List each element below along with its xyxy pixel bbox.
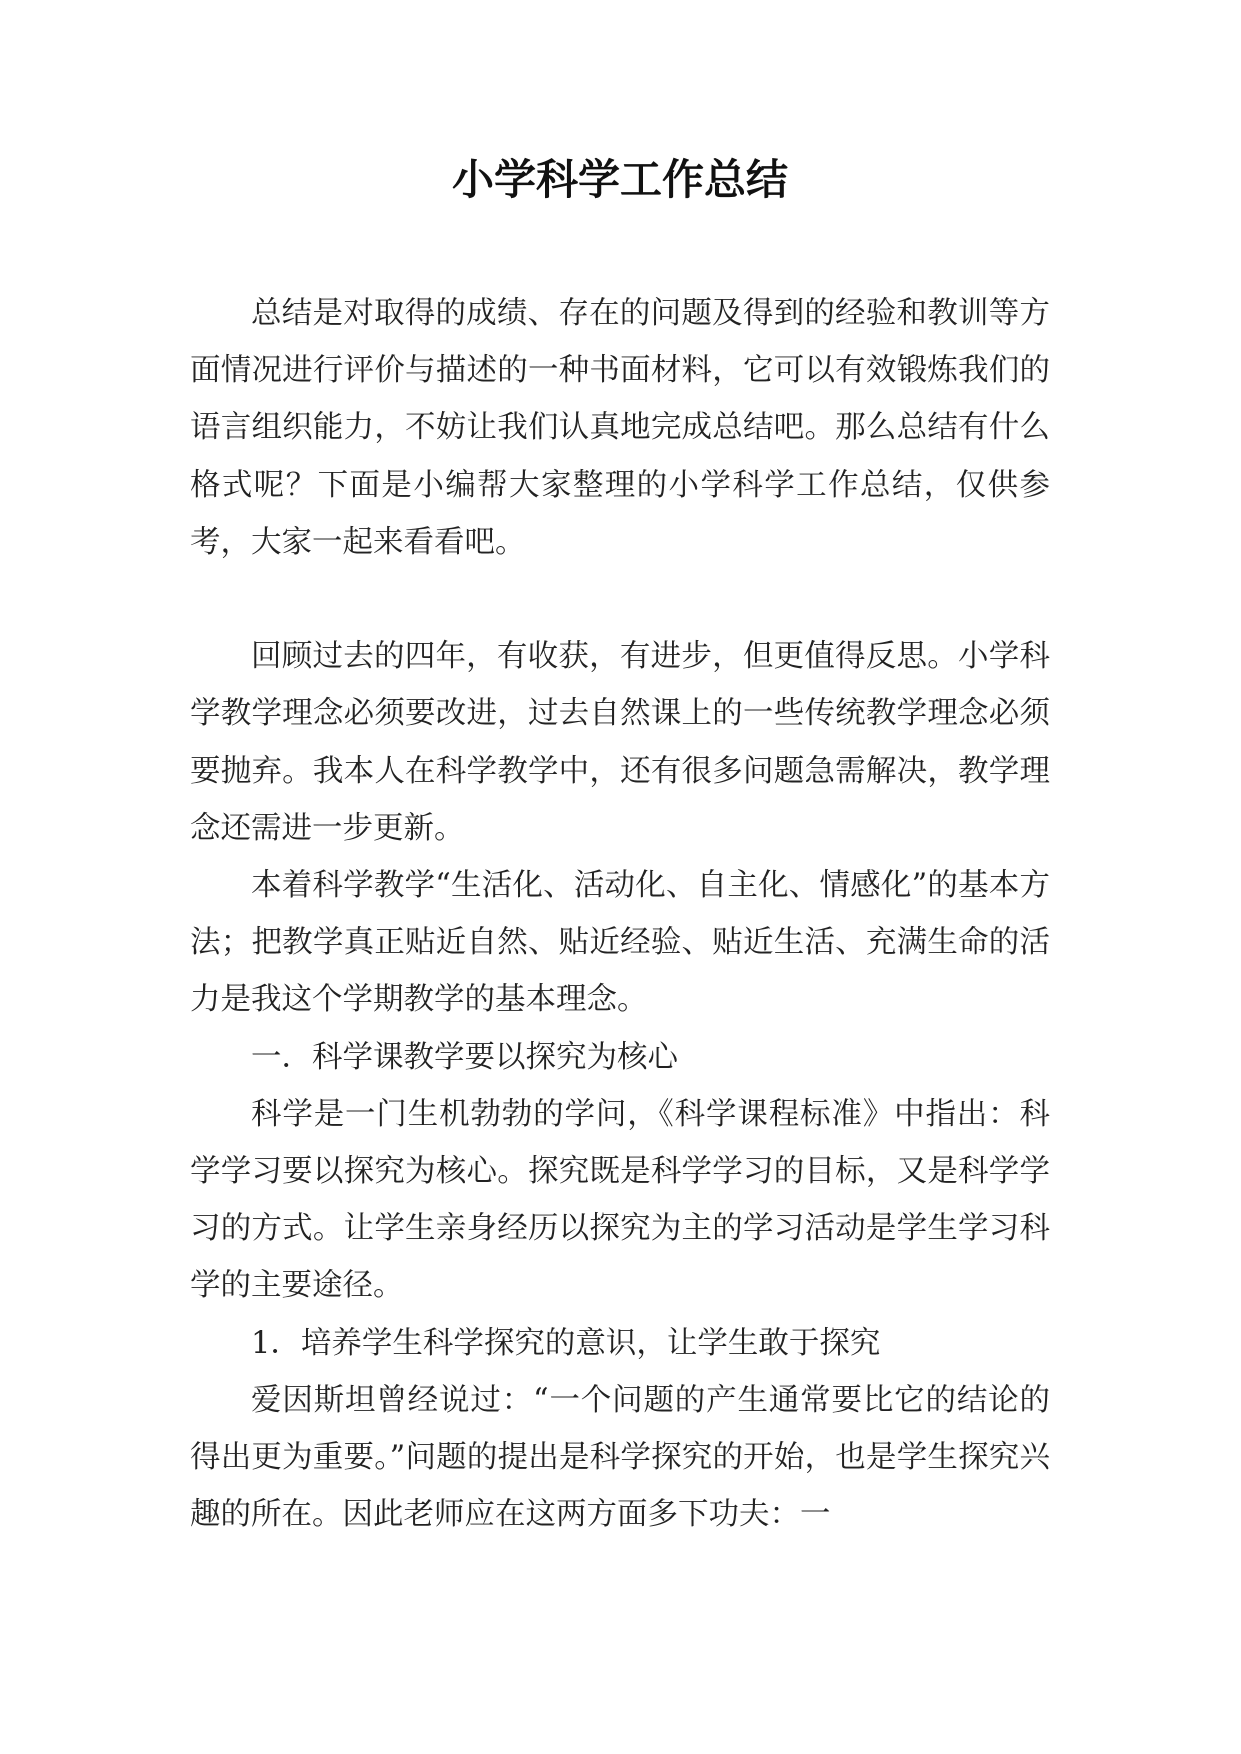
document-title: 小学科学工作总结 xyxy=(451,155,788,204)
section-1-paragraph: 科学是一门生机勃勃的学问，《科学课程标准》中指出：科学学习要以探究为核心。探究既是科学学习的目标，又是科学学习的方式。让学生亲身经历以探究为主的学习活动是学生学习科学的主要途径。 xyxy=(190,1096,1050,1304)
method-paragraph: 本着科学教学“生活化、活动化、自主化、情感化”的基本方法；把教学真正贴近自然、贴近经验、贴近生活、充满生命的活力是我这个学期教学的基本理念。 xyxy=(190,868,1050,1018)
document-page xyxy=(190,0,1050,1754)
section-heading-1: 一．科学课教学要以探究为核心 xyxy=(251,1039,678,1075)
subsection-1-paragraph: 爱因斯坦曾经说过：“一个问题的产生通常要比它的结论的得出更为重要。”问题的提出是科学探究的开始，也是学生探究兴趣的所在。因此老师应在这两方面多下功夫：一 xyxy=(190,1382,1050,1533)
document-body xyxy=(190,285,1050,1543)
subsection-heading-1: 1．培养学生科学探究的意识，让学生敢于探究 xyxy=(251,1325,881,1361)
review-paragraph: 回顾过去的四年，有收获，有进步，但更值得反思。小学科学教学理念必须要改进，过去自然课上的一些传统教学理念必须要抛弃。我本人在科学教学中，还有很多问题急需解决，教学理念还需进一步更新。 xyxy=(190,639,1050,846)
intro-paragraph: 总结是对取得的成绩、存在的问题及得到的经验和教训等方面情况进行评价与描述的一种书面材料，它可以有效锻炼我们的语言组织能力，不妨让我们认真地完成总结吧。那么总结有什么格式呢？下面是小编帮大家整理的小学科学工作总结，仅供参考，大家一起来看看吧。 xyxy=(190,296,1050,560)
